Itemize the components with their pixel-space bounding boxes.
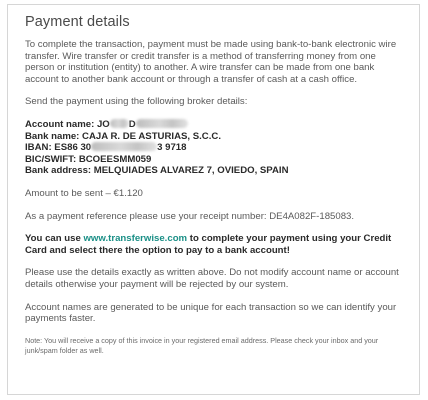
iban-start: IBAN: ES86 30 <box>25 142 92 154</box>
bank-name-row: Bank name: CAJA R. DE ASTURIAS, S.C.C. <box>25 130 221 142</box>
page-title: Payment details <box>25 14 130 30</box>
transferwise-prefix: You can use <box>25 233 84 245</box>
redaction-blur <box>110 119 129 128</box>
bic-row: BIC/SWIFT: BCOEESMM059 <box>25 153 152 165</box>
warning-paragraph: Please use the details exactly as written above. Do not modify account name or account details otherwise your payment will be rejected by our system. <box>25 267 399 290</box>
payment-reference: As a payment reference please use your receipt number: DE4A082F-185083. <box>25 210 355 222</box>
intro-paragraph: To complete the transaction, payment must be made using bank-to-bank electronic wire transfer. Wire transfer or credit transfer is a method of transferring money from one person or institution (entity) to another. A wire transfer can be made from one bank account to another bank account or through a transfer of cash at a cash office. <box>25 39 397 85</box>
account-name-row <box>25 119 403 131</box>
transferwise-suffix: to complete your payment using your Credit Card and select there the option to pay to a bank account! <box>25 233 392 256</box>
payment-details-card <box>7 4 420 395</box>
broker-details <box>25 119 403 177</box>
account-name-label: Account name: JO <box>25 118 110 130</box>
iban-end: 3 9718 <box>157 142 187 154</box>
amount-text: Amount to be sent – €1.120 <box>25 187 143 199</box>
iban-row <box>25 142 403 154</box>
bank-address-row: Bank address: MELQUIADES ALVAREZ 7, OVIEDO, SPAIN <box>25 165 289 177</box>
account-name-mid: D <box>128 118 136 130</box>
note-text: Note: You will receive a copy of this invoice in your registered email address. Please check your inbox and your junk/spam folder as well. <box>25 335 379 356</box>
redaction-blur <box>136 119 188 128</box>
transferwise-paragraph <box>25 233 403 256</box>
transferwise-link[interactable]: www.transferwise.com <box>83 233 188 245</box>
uniqueness-paragraph: Account names are generated to be unique for each transaction so we can identify your payments faster. <box>25 301 397 325</box>
send-instructions: Send the payment using the following broker details: <box>25 96 248 108</box>
redaction-blur <box>91 142 157 151</box>
